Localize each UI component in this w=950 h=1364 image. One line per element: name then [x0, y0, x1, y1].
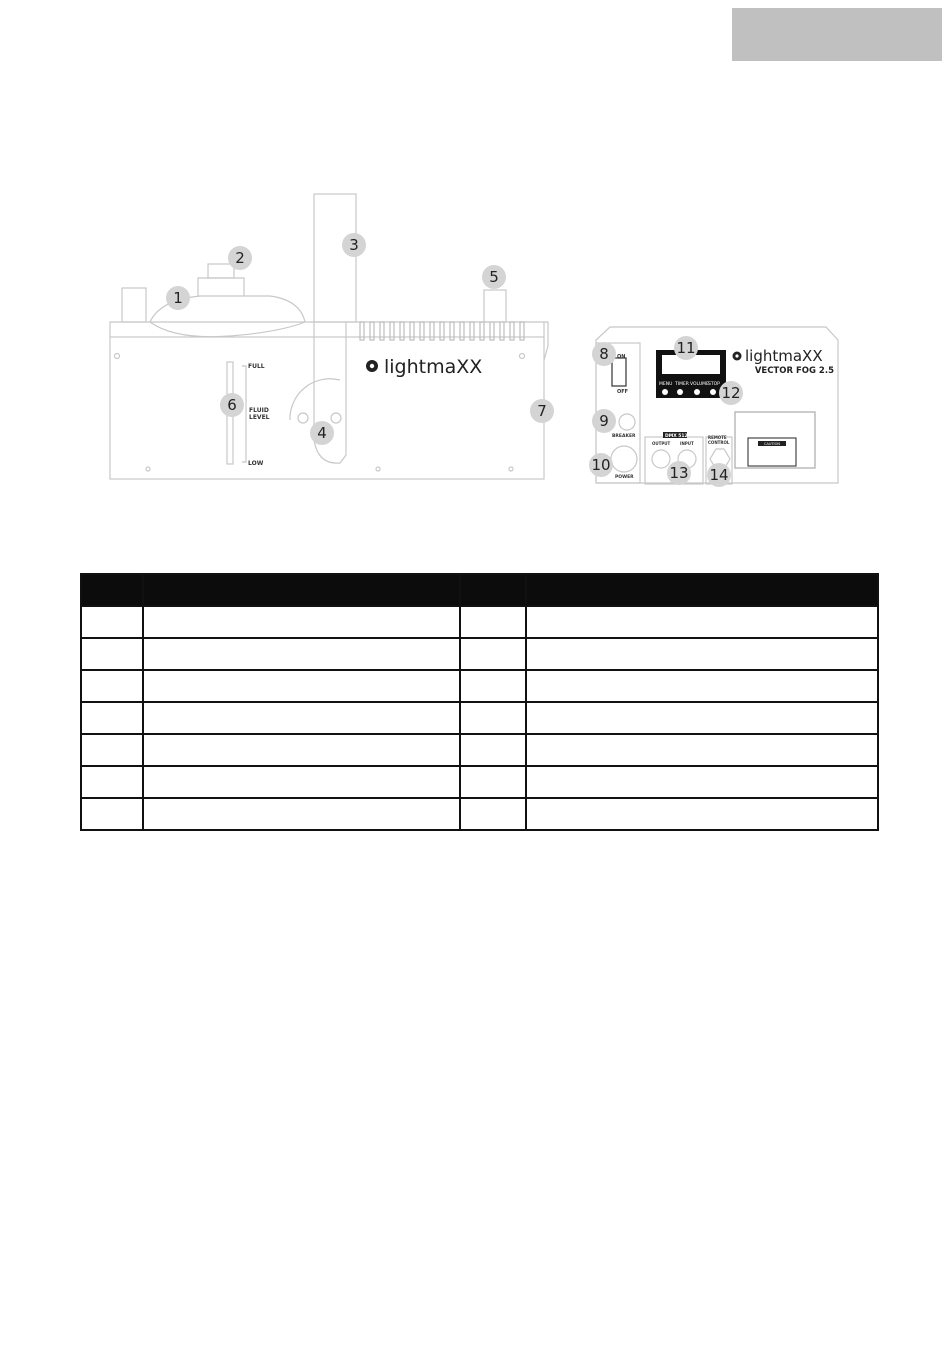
table-cell — [526, 734, 878, 766]
svg-text:VOLUME: VOLUME — [690, 382, 709, 387]
svg-text:9: 9 — [599, 412, 609, 430]
svg-text:6: 6 — [227, 396, 237, 414]
table-cell — [460, 670, 526, 702]
svg-text:10: 10 — [591, 456, 611, 474]
product-diagram — [0, 0, 950, 520]
table-cell — [81, 798, 143, 830]
table-header-cell — [143, 574, 460, 606]
table-cell — [460, 734, 526, 766]
table-header-cell — [81, 574, 143, 606]
table-cell — [526, 638, 878, 670]
table-row — [81, 606, 878, 638]
table-cell — [526, 766, 878, 798]
table-cell — [143, 606, 460, 638]
table-row — [81, 670, 878, 702]
table-row — [81, 766, 878, 798]
table-cell — [460, 638, 526, 670]
svg-text:INPUT: INPUT — [680, 441, 694, 446]
table-row — [81, 702, 878, 734]
side-logo — [366, 356, 482, 378]
table-cell — [81, 766, 143, 798]
table-cell — [81, 734, 143, 766]
svg-text:14: 14 — [709, 466, 729, 484]
svg-text:4: 4 — [317, 424, 327, 442]
table-cell — [460, 702, 526, 734]
table-cell — [143, 638, 460, 670]
table-cell — [81, 670, 143, 702]
table-row — [81, 798, 878, 830]
svg-text:12: 12 — [721, 384, 741, 402]
table-cell — [143, 670, 460, 702]
svg-text:POWER: POWER — [615, 475, 634, 480]
svg-text:BREAKER: BREAKER — [612, 434, 636, 439]
parts-table — [80, 573, 879, 831]
table-cell — [460, 766, 526, 798]
svg-text:2: 2 — [235, 249, 245, 267]
table-header-cell — [526, 574, 878, 606]
svg-text:MENU: MENU — [659, 382, 673, 387]
svg-text:LEVEL: LEVEL — [249, 414, 270, 421]
svg-text:7: 7 — [537, 402, 547, 420]
svg-text:8: 8 — [599, 345, 609, 363]
table-cell — [143, 766, 460, 798]
table-header-row — [81, 574, 878, 606]
table-cell — [526, 670, 878, 702]
table-cell — [526, 702, 878, 734]
table-cell — [526, 606, 878, 638]
svg-text:STOP: STOP — [708, 382, 720, 387]
svg-text:TIMER: TIMER — [675, 382, 689, 387]
svg-text:VECTOR FOG 2.5: VECTOR FOG 2.5 — [754, 366, 834, 376]
svg-text:lightmaXX: lightmaXX — [384, 356, 483, 378]
svg-text:lightmaXX: lightmaXX — [745, 347, 823, 365]
table-header-cell — [460, 574, 526, 606]
table-row — [81, 734, 878, 766]
svg-text:13: 13 — [669, 464, 689, 482]
svg-text:3: 3 — [349, 236, 359, 254]
svg-text:CONTROL: CONTROL — [708, 440, 730, 445]
table-cell — [526, 798, 878, 830]
svg-text:5: 5 — [489, 268, 499, 286]
table-cell — [81, 702, 143, 734]
table-cell — [460, 798, 526, 830]
svg-text:FULL: FULL — [248, 363, 265, 370]
svg-text:CAUTION: CAUTION — [764, 442, 780, 446]
rear-logo — [733, 347, 835, 376]
table-cell — [143, 702, 460, 734]
svg-text:LOW: LOW — [248, 460, 264, 467]
svg-text:FLUID: FLUID — [249, 407, 269, 414]
table-cell — [143, 798, 460, 830]
table-cell — [143, 734, 460, 766]
svg-text:OUTPUT: OUTPUT — [652, 441, 671, 446]
table-row — [81, 638, 878, 670]
svg-text:ON: ON — [617, 354, 626, 360]
svg-text:1: 1 — [173, 289, 183, 307]
svg-text:REMOTE: REMOTE — [708, 435, 727, 440]
svg-text:11: 11 — [676, 339, 696, 357]
svg-text:DMX 512: DMX 512 — [665, 434, 688, 439]
table-cell — [81, 606, 143, 638]
table-cell — [81, 638, 143, 670]
svg-text:OFF: OFF — [617, 389, 629, 395]
table-cell — [460, 606, 526, 638]
